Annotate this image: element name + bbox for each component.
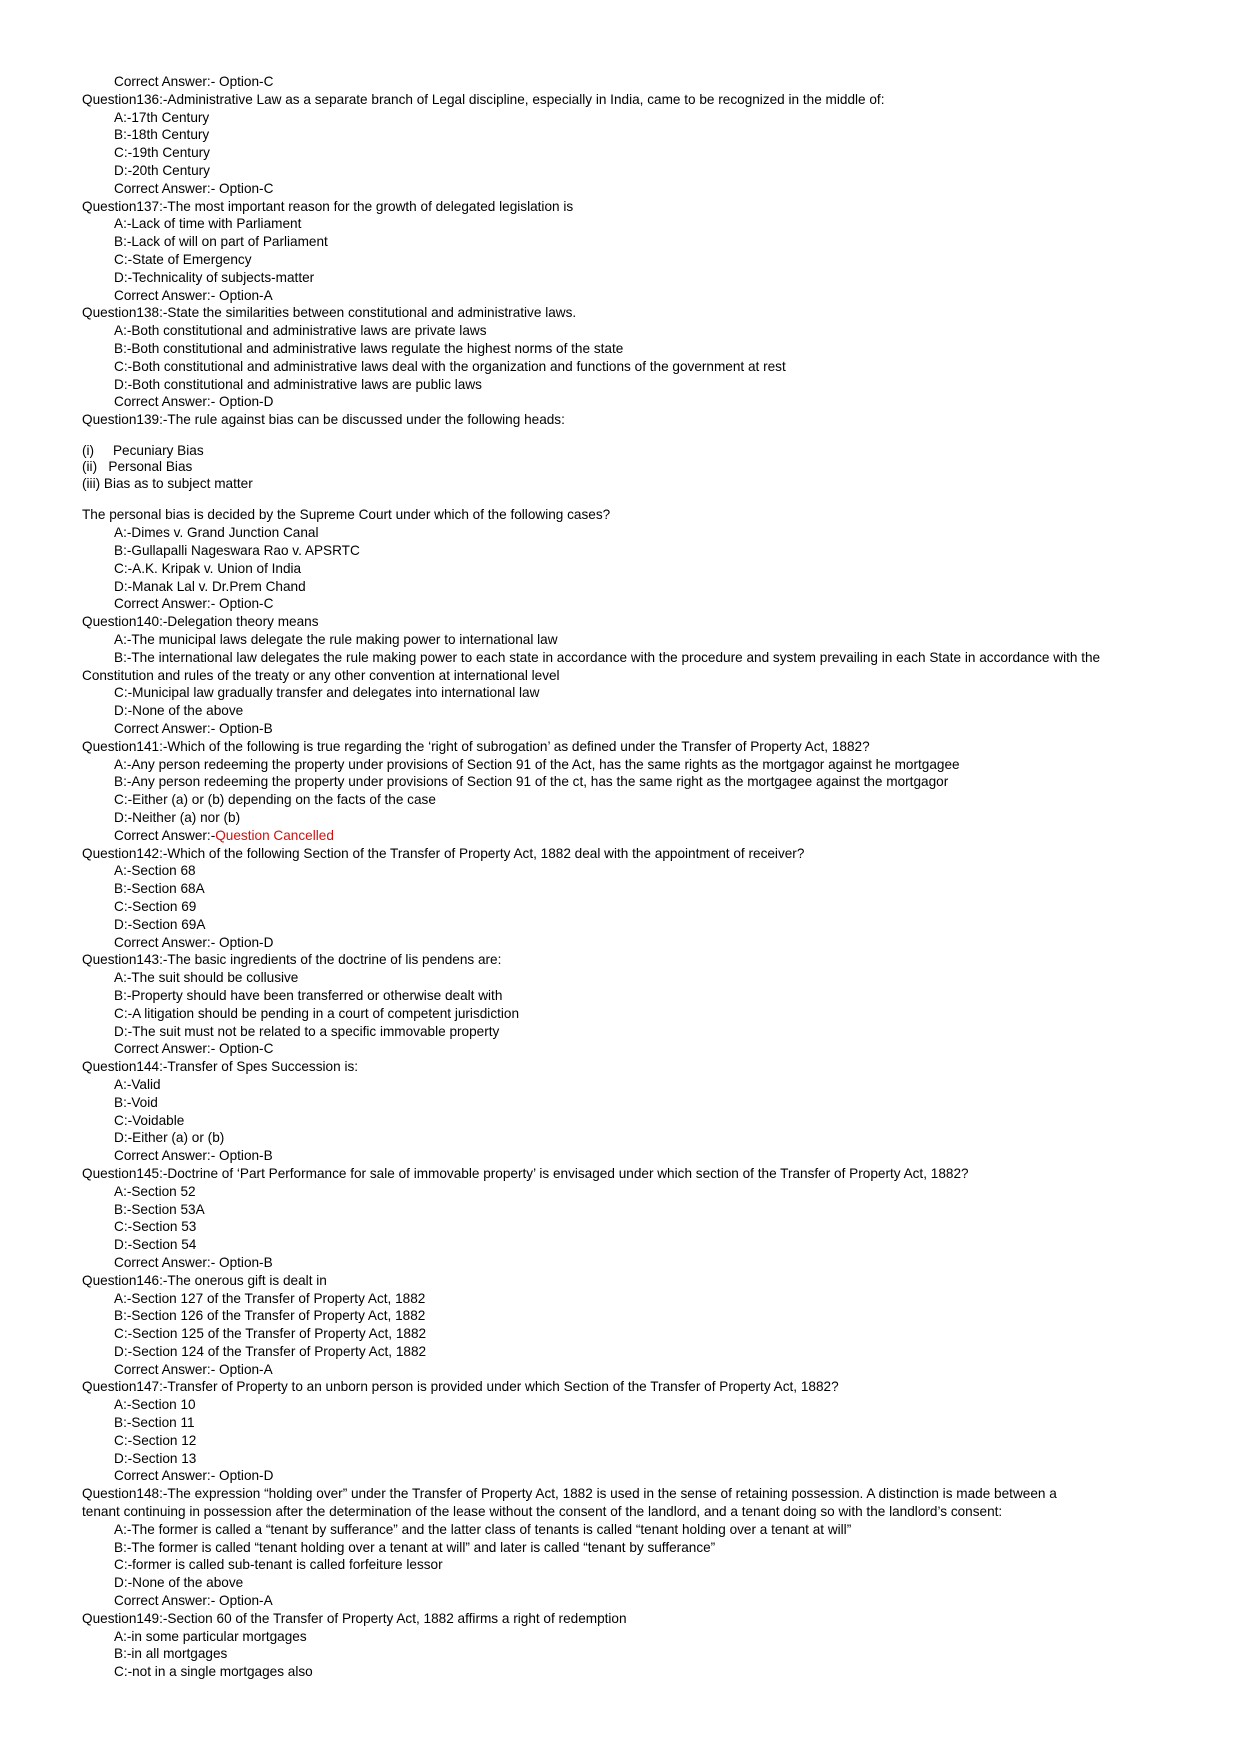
option-b: B:-Section 126 of the Transfer of Property Act, 1882	[114, 1308, 426, 1324]
option-a: A:-17th Century	[114, 109, 210, 125]
option-c: C:-Either (a) or (b) depending on the facts of the case	[114, 792, 436, 808]
question-text: Question149:-Section 60 of the Transfer of Property Act, 1882 affirms a right of redemption	[82, 1610, 627, 1626]
option-a: A:-in some particular mortgages	[114, 1628, 307, 1644]
option-b: B:-Lack of will on part of Parliament	[114, 234, 328, 250]
cancelled-status: Question Cancelled	[215, 827, 334, 843]
correct-answer: Correct Answer:- Option-D	[114, 394, 274, 410]
option-d: D:-None of the above	[114, 703, 244, 719]
question-text: Question147:-Transfer of Property to an unborn person is provided under which Section of the Transfer of Property Act, 1882?	[82, 1379, 839, 1395]
option-a: A:-Dimes v. Grand Junction Canal	[114, 525, 319, 541]
question-text: Question136:-Administrative Law as a separate branch of Legal discipline, especially in India, came to be recognized in the middle of:	[82, 91, 885, 107]
spacer	[82, 429, 1182, 443]
option-b: B:-The former is called “tenant holding over a tenant at will” and later is called “tenant by sufferance”	[114, 1539, 716, 1555]
option-d: D:-Technicality of subjects-matter	[114, 269, 315, 285]
option-a: A:-Section 52	[114, 1183, 196, 1199]
question-text: Question145:-Doctrine of ‘Part Performance for sale of immovable property’ is envisaged under which section of the Transfer of Property Act, 1882?	[82, 1165, 969, 1181]
option-c: C:-Both constitutional and administrative laws deal with the organization and functions of the government at rest	[114, 358, 786, 374]
correct-answer: Correct Answer:-Question Cancelled	[114, 827, 334, 843]
option-b: B:-Section 11	[114, 1415, 195, 1431]
correct-answer: Correct Answer:- Option-A	[114, 287, 273, 303]
option-b: B:-18th Century	[114, 127, 210, 143]
option-b: B:-Void	[114, 1094, 158, 1110]
option-b: B:-Section 53A	[114, 1201, 205, 1217]
correct-answer: Correct Answer:- Option-D	[114, 934, 274, 950]
option-a: A:-Lack of time with Parliament	[114, 216, 302, 232]
option-a: A:-The municipal laws delegate the rule making power to international law	[114, 632, 558, 648]
option-c: C:-State of Emergency	[114, 251, 252, 267]
bias-head-ii: (ii) Personal Bias	[82, 459, 193, 475]
question-text: Question141:-Which of the following is true regarding the ‘right of subrogation’ as defined under the Transfer of Property Act, 1882?	[82, 738, 870, 754]
question-subtext: The personal bias is decided by the Supreme Court under which of the following cases?	[82, 507, 611, 523]
correct-answer: Correct Answer:- Option-B	[114, 1254, 273, 1270]
option-a: A:-Valid	[114, 1076, 161, 1092]
correct-answer: Correct Answer:- Option-C	[114, 180, 274, 196]
bias-head-i: (i) Pecuniary Bias	[82, 442, 204, 458]
correct-answer: Correct Answer:- Option-C	[114, 1041, 274, 1057]
correct-answer: Correct Answer:- Option-A	[114, 1593, 273, 1609]
option-b: B:-Property should have been transferred or otherwise dealt with	[114, 987, 503, 1003]
question-text: Question140:-Delegation theory means	[82, 614, 319, 630]
option-d: D:-Section 13	[114, 1450, 197, 1466]
question-text-continued: tenant continuing in possession after the determination of the lease without the consent of the landlord, and a tenant doing so with the landlord’s consent:	[82, 1504, 1003, 1520]
option-d: D:-Manak Lal v. Dr.Prem Chand	[114, 578, 306, 594]
question-text: Question144:-Transfer of Spes Succession is:	[82, 1059, 359, 1075]
correct-answer: Correct Answer:- Option-A	[114, 1361, 273, 1377]
option-a: A:-The suit should be collusive	[114, 970, 299, 986]
option-a: A:-Section 10	[114, 1397, 196, 1413]
option-c: C:-A.K. Kripak v. Union of India	[114, 560, 302, 576]
option-b: B:-Gullapalli Nageswara Rao v. APSRTC	[114, 543, 360, 559]
option-c: C:-Voidable	[114, 1112, 185, 1128]
option-d: D:-Both constitutional and administrative laws are public laws	[114, 376, 482, 392]
option-c: C:-A litigation should be pending in a court of competent jurisdiction	[114, 1005, 520, 1021]
option-c: C:-Section 12	[114, 1432, 197, 1448]
question-text: Question142:-Which of the following Section of the Transfer of Property Act, 1882 deal with the appointment of receiver?	[82, 845, 805, 861]
question-text: Question138:-State the similarities between constitutional and administrative laws.	[82, 305, 577, 321]
option-c: C:-Section 53	[114, 1219, 197, 1235]
option-a: A:-The former is called a “tenant by sufferance” and the latter class of tenants is called “tenant holding over a tenant at will”	[114, 1521, 852, 1537]
correct-answer: Correct Answer:- Option-B	[114, 721, 273, 736]
option-c: C:-former is called sub-tenant is called forfeiture lessor	[114, 1557, 443, 1573]
option-c: C:-Municipal law gradually transfer and delegates into international law	[114, 685, 540, 701]
option-d: D:-20th Century	[114, 162, 210, 178]
option-d: D:-Section 69A	[114, 916, 206, 932]
option-c: C:-Section 125 of the Transfer of Property Act, 1882	[114, 1326, 427, 1342]
option-d: D:-Either (a) or (b)	[114, 1130, 225, 1146]
option-d: D:-Section 54	[114, 1237, 197, 1253]
spacer	[82, 492, 1182, 506]
question-text: Question137:-The most important reason for the growth of delegated legislation is	[82, 198, 574, 214]
option-d: D:-The suit must not be related to a specific immovable property	[114, 1023, 500, 1039]
correct-answer: Correct Answer:- Option-D	[114, 1468, 274, 1484]
correct-answer: Correct Answer:- Option-C	[114, 74, 274, 89]
option-c: C:-19th Century	[114, 145, 210, 161]
question-text: Question139:-The rule against bias can be discussed under the following heads:	[82, 412, 565, 428]
option-b: B:-in all mortgages	[114, 1646, 228, 1662]
option-d: D:-None of the above	[114, 1575, 244, 1591]
option-c: C:-not in a single mortgages also	[114, 1664, 313, 1680]
option-a: A:-Section 68	[114, 863, 196, 879]
question-text: Question146:-The onerous gift is dealt in	[82, 1272, 327, 1288]
option-b: B:-Any person redeeming the property under provisions of Section 91 of the ct, has the same right as the mortgagee against the mortgagor	[114, 774, 949, 790]
option-d: D:-Section 124 of the Transfer of Property Act, 1882	[114, 1343, 427, 1359]
option-a: A:-Any person redeeming the property under provisions of Section 91 of the Act, has the same rights as the mortgagor against he mortgagee	[114, 756, 960, 772]
option-b: B:-The international law delegates the rule making power to each state in accordance with the procedure and system prevailing in each State in accordance with the	[114, 649, 1101, 665]
option-b: B:-Section 68A	[114, 881, 205, 897]
option-b-continued: Constitution and rules of the treaty or any other convention at international level	[82, 667, 560, 683]
correct-answer: Correct Answer:- Option-B	[114, 1148, 273, 1164]
option-d: D:-Neither (a) nor (b)	[114, 809, 241, 825]
question-text: Question148:-The expression “holding over” under the Transfer of Property Act, 1882 is used in the sense of retaining possession. A distinction is made between a	[82, 1486, 1057, 1502]
correct-answer: Correct Answer:- Option-C	[114, 596, 274, 612]
option-a: A:-Both constitutional and administrative laws are private laws	[114, 323, 487, 339]
option-b: B:-Both constitutional and administrative laws regulate the highest norms of the state	[114, 340, 624, 356]
option-c: C:-Section 69	[114, 898, 197, 914]
bias-head-iii: (iii) Bias as to subject matter	[82, 475, 253, 491]
question-document	[82, 73, 1182, 1681]
option-a: A:-Section 127 of the Transfer of Property Act, 1882	[114, 1290, 426, 1306]
question-text: Question143:-The basic ingredients of the doctrine of lis pendens are:	[82, 952, 502, 968]
